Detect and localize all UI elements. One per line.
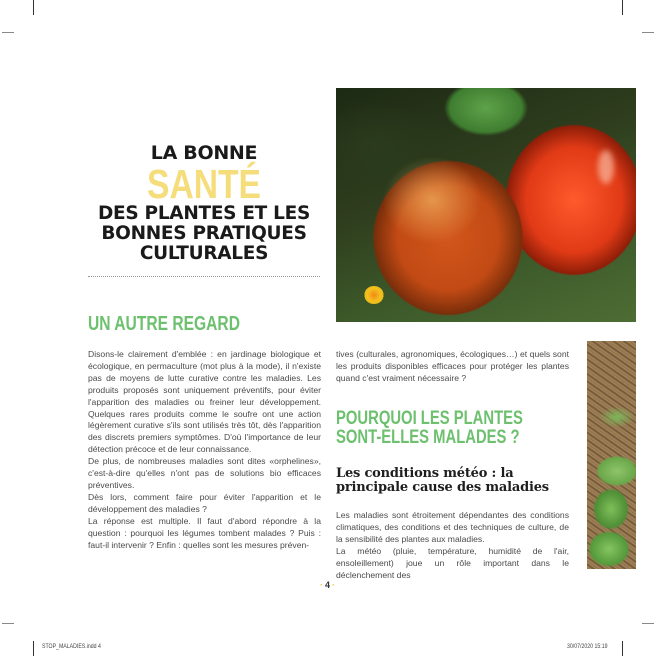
body-column-right-top <box>336 349 569 385</box>
title-line-4: BONNES PRATIQUES <box>101 223 307 244</box>
crop-mark-top-right <box>622 0 623 15</box>
tomato-flower <box>364 286 384 304</box>
crop-mark-right-top <box>642 32 654 33</box>
heading-line-1: POURQUOI LES PLANTES <box>336 408 523 429</box>
paragraph: Disons-le clairement d'emblée : en jardinage biologique et écologique, en permaculture (mot plus à la mode), il n'existe pas de moyens de lutte curative contre les maladies. Les produits proposés sont uniquement préventifs, pour éviter l'apparition des maladies ou freiner leur développement. Quelques rares produits comme le soufre ont une action légèrement curative s'ils sont utilisés très tôt, dès l'apparition des discrets premiers symptômes. D'où l'importance de leur détection précoce et de leur connaissance. <box>88 349 321 455</box>
slug-file-name: STOP_MALADIES.indd 4 <box>42 643 101 650</box>
body-column-left <box>88 349 321 551</box>
page-number-value: 4 <box>325 580 331 590</box>
title-line-5: CULTURALES <box>139 243 269 264</box>
crop-mark-bottom-right <box>622 641 623 656</box>
title-highlight: SANTÉ <box>147 161 261 207</box>
heading-line-2: SONT-ELLES MALADES ? <box>336 427 520 448</box>
page-title <box>84 142 324 264</box>
slug-timestamp: 30/07/2020 15:19 <box>567 643 608 650</box>
crop-mark-right-bottom <box>642 623 654 624</box>
paragraph: La météo (pluie, température, humidité de l'air, ensoleillement) joue un rôle important dans le déclenchement des <box>336 545 569 580</box>
page-number <box>318 580 337 590</box>
title-divider <box>88 276 320 277</box>
paragraph: Dès lors, comment faire pour éviter l'apparition et le développement des maladies ? <box>88 491 321 514</box>
paragraph: Les maladies sont étroitement dépendantes des conditions climatiques, des conditions et des techniques de culture, de la sensibilité des plantes aux maladies. <box>336 510 569 544</box>
title-line-1: LA BONNE <box>150 142 258 164</box>
crop-mark-left-top <box>2 32 14 33</box>
body-column-right-bottom <box>336 510 569 581</box>
tomatoes-photo <box>336 88 636 322</box>
paragraph: De plus, de nombreuses maladies sont dites «orphelines», c'est-à-dire qu'elles n'ont pas de solutions bio efficaces préventives. <box>88 456 321 490</box>
subheading-conditions-meteo: Les conditions météo : la principale cause des maladies <box>336 466 549 495</box>
section-heading-pourquoi <box>336 409 523 447</box>
crop-mark-bottom-left <box>33 641 34 656</box>
tomato-highlight <box>598 150 614 184</box>
crop-mark-left-bottom <box>2 623 14 624</box>
lettuce-photo <box>587 341 636 569</box>
section-heading-autre-regard: UN AUTRE REGARD <box>88 313 240 335</box>
crop-mark-top-left <box>33 0 34 15</box>
title-line-3: DES PLANTES ET LES <box>98 203 310 224</box>
paragraph-continuation: tives (culturales, agronomiques, écologiques…) et quels sont les produits disponibles efficaces pour protéger les plantes quand c'est vraiment nécessaire ? <box>336 349 569 383</box>
paragraph: La réponse est multiple. Il faut d'abord répondre à la question : pourquoi les légumes tombent malades ? Puis : faut-il intervenir ? Enfin : quelles sont les mesures préven- <box>88 515 321 550</box>
